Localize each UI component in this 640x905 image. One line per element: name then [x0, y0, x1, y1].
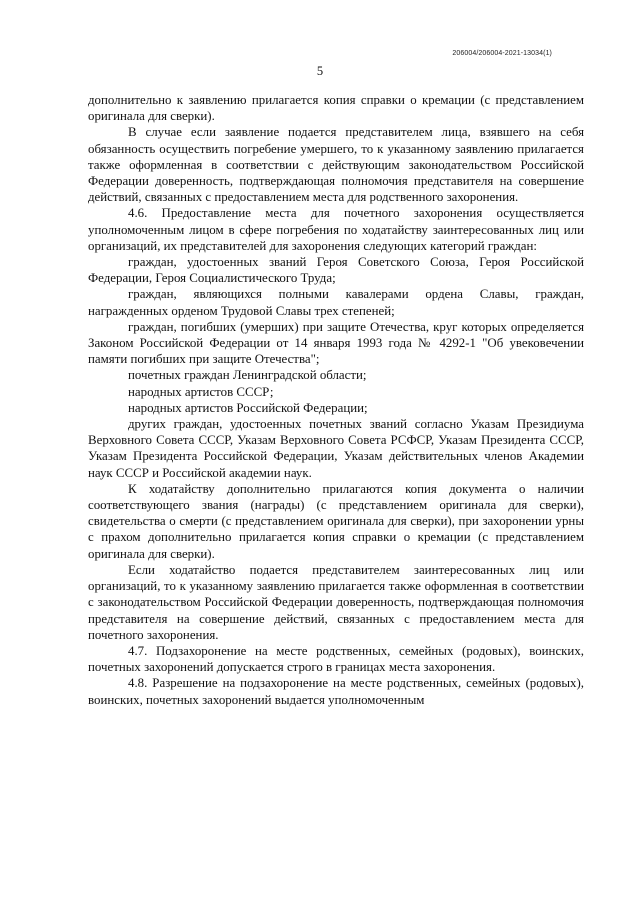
paragraph: дополнительно к заявлению прилагается копия справки о кремации (с представлением оригинала для сверки). — [88, 93, 584, 124]
paragraph: В случае если заявление подается представителем лица, взявшего на себя обязанность осуществить погребение умершего, то к указанному заявлению прилагается также оформленная в соответствии с действующим законодательством Российской Федерации доверенность, подтверждающая полномочия представителя на совершение действий, связанных с предоставлением места для родственного захоронения. — [88, 125, 584, 205]
paragraph: 4.6. Предоставление места для почетного захоронения осуществляется уполномоченным лицом в сфере погребения по ходатайству заинтересованных лиц или организаций, их представителей для захоронения следующих категорий граждан: — [88, 206, 584, 253]
document-id: 206004/206004-2021-13034(1) — [452, 50, 552, 57]
paragraph: К ходатайству дополнительно прилагаются копия документа о наличии соответствующего звания (награды) (с представлением оригинала для сверки), свидетельства о смерти (с представлением оригинала для сверки), при захоронении урны с прахом дополнительно прилагается копия справки о кремации (с представлением оригинала для сверки). — [88, 481, 584, 561]
paragraph: народных артистов СССР; — [128, 384, 274, 399]
paragraph: почетных граждан Ленинградской области; — [128, 368, 367, 383]
paragraph: граждан, удостоенных званий Героя Советского Союза, Героя Российской Федерации, Героя Социалистического Труда; — [88, 255, 584, 286]
paragraph: 4.8. Разрешение на подзахоронение на месте родственных, семейных (родовых), воинских, почетных захоронений выдается уполномоченным — [88, 676, 584, 707]
paragraph: граждан, погибших (умерших) при защите Отечества, круг которых определяется Законом Российской Федерации от 14 января 1993 года № 4292-1 "Об увековечении памяти погибших при защите Отечества"; — [88, 319, 584, 367]
paragraph: народных артистов Российской Федерации; — [128, 400, 368, 415]
paragraph: граждан, являющихся полными кавалерами ордена Славы, граждан, награжденных орденом Трудовой Славы трех степеней; — [88, 287, 584, 318]
paragraph: Если ходатайство подается представителем заинтересованных лиц или организаций, то к указанному заявлению прилагается также оформленная в соответствии с законодательством Российской Федерации доверенность, подтверждающая полномочия представителя на совершение действий, связанных с предоставлением места для почетного захоронения. — [88, 562, 584, 642]
document-body — [88, 92, 584, 708]
paragraph: других граждан, удостоенных почетных званий согласно Указам Президиума Верховного Совета СССР, Указам Верховного Совета РСФСР, Указам Президента СССР, Указам Президента Российской Федерации, Указам действительных членов Академии наук СССР и Российской академии наук. — [88, 417, 584, 480]
paragraph: 4.7. Подзахоронение на месте родственных, семейных (родовых), воинских, почетных захоронений допускается строго в границах места захоронения. — [88, 643, 584, 675]
page-number: 5 — [316, 64, 324, 78]
